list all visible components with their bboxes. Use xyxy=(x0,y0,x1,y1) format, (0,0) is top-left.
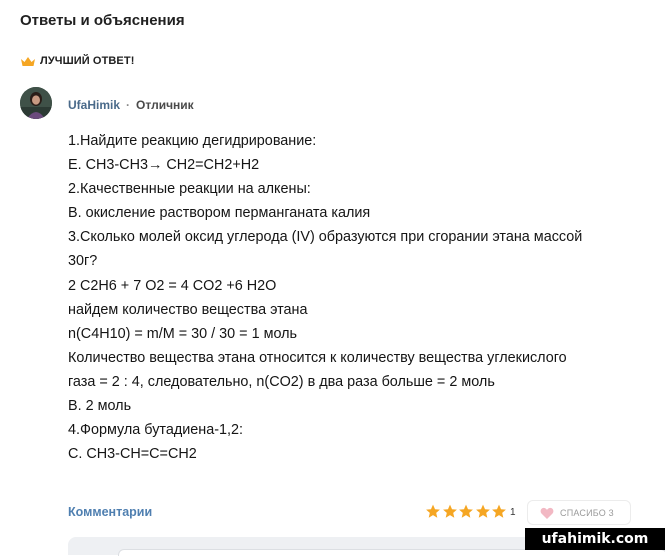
author-separator: · xyxy=(126,98,131,112)
best-answer-label: ЛУЧШИЙ ОТВЕТ! xyxy=(40,55,135,67)
answer-line: B. окисление раствором перманганата калия xyxy=(68,205,371,222)
answer-line: газа = 2 : 4, следовательно, n(CO2) в два раза больше = 2 моль xyxy=(68,373,495,390)
section-title: Ответы и объяснения xyxy=(20,12,185,29)
thanks-label: СПАСИБО 3 xyxy=(560,507,614,518)
best-answer-badge xyxy=(20,55,134,67)
author-line xyxy=(68,98,194,112)
author-rank: Отличник xyxy=(136,98,194,112)
star-icon[interactable] xyxy=(442,504,458,519)
star-icon[interactable] xyxy=(475,504,491,519)
answer-line: E. CH3-CH3→ CH2=CH2+H2 xyxy=(68,157,260,174)
avatar[interactable] xyxy=(20,87,52,119)
answer-line: 30г? xyxy=(68,253,98,270)
site-watermark: ufahimik.com xyxy=(525,528,665,550)
answer-line: 1.Найдите реакцию дегидрирование: xyxy=(68,133,317,149)
rating-count: 1 xyxy=(510,507,516,518)
comments-link[interactable]: Комментарии xyxy=(68,505,153,519)
crown-icon xyxy=(20,56,36,67)
answer-line: 3.Сколько молей оксид углерода (IV) образуются при сгорании этана массой xyxy=(68,229,583,246)
answer-line: B. 2 моль xyxy=(68,398,132,415)
answer-line: найдем количество вещества этана xyxy=(68,301,308,318)
thanks-button[interactable] xyxy=(527,500,631,525)
star-icon[interactable] xyxy=(425,504,441,519)
star-icon[interactable] xyxy=(491,504,507,519)
answer-line: 2 C2H6 + 7 O2 = 4 CO2 +6 H2O xyxy=(68,277,277,294)
answer-line: n(C4H10) = m/M = 30 / 30 = 1 моль xyxy=(68,325,298,342)
answer-line: C. CH3-CH=C=CH2 xyxy=(68,446,197,463)
answer-line: 2.Качественные реакции на алкены: xyxy=(68,181,311,198)
rating-stars[interactable] xyxy=(425,504,508,519)
answer-body xyxy=(68,129,653,466)
answer-line: Количество вещества этана относится к количеству вещества углекислого xyxy=(68,349,567,366)
answer-line: 4.Формула бутадиена-1,2: xyxy=(68,422,244,439)
star-icon[interactable] xyxy=(458,504,474,519)
heart-icon xyxy=(540,507,554,519)
author-name[interactable]: UfaHimik xyxy=(68,98,121,112)
